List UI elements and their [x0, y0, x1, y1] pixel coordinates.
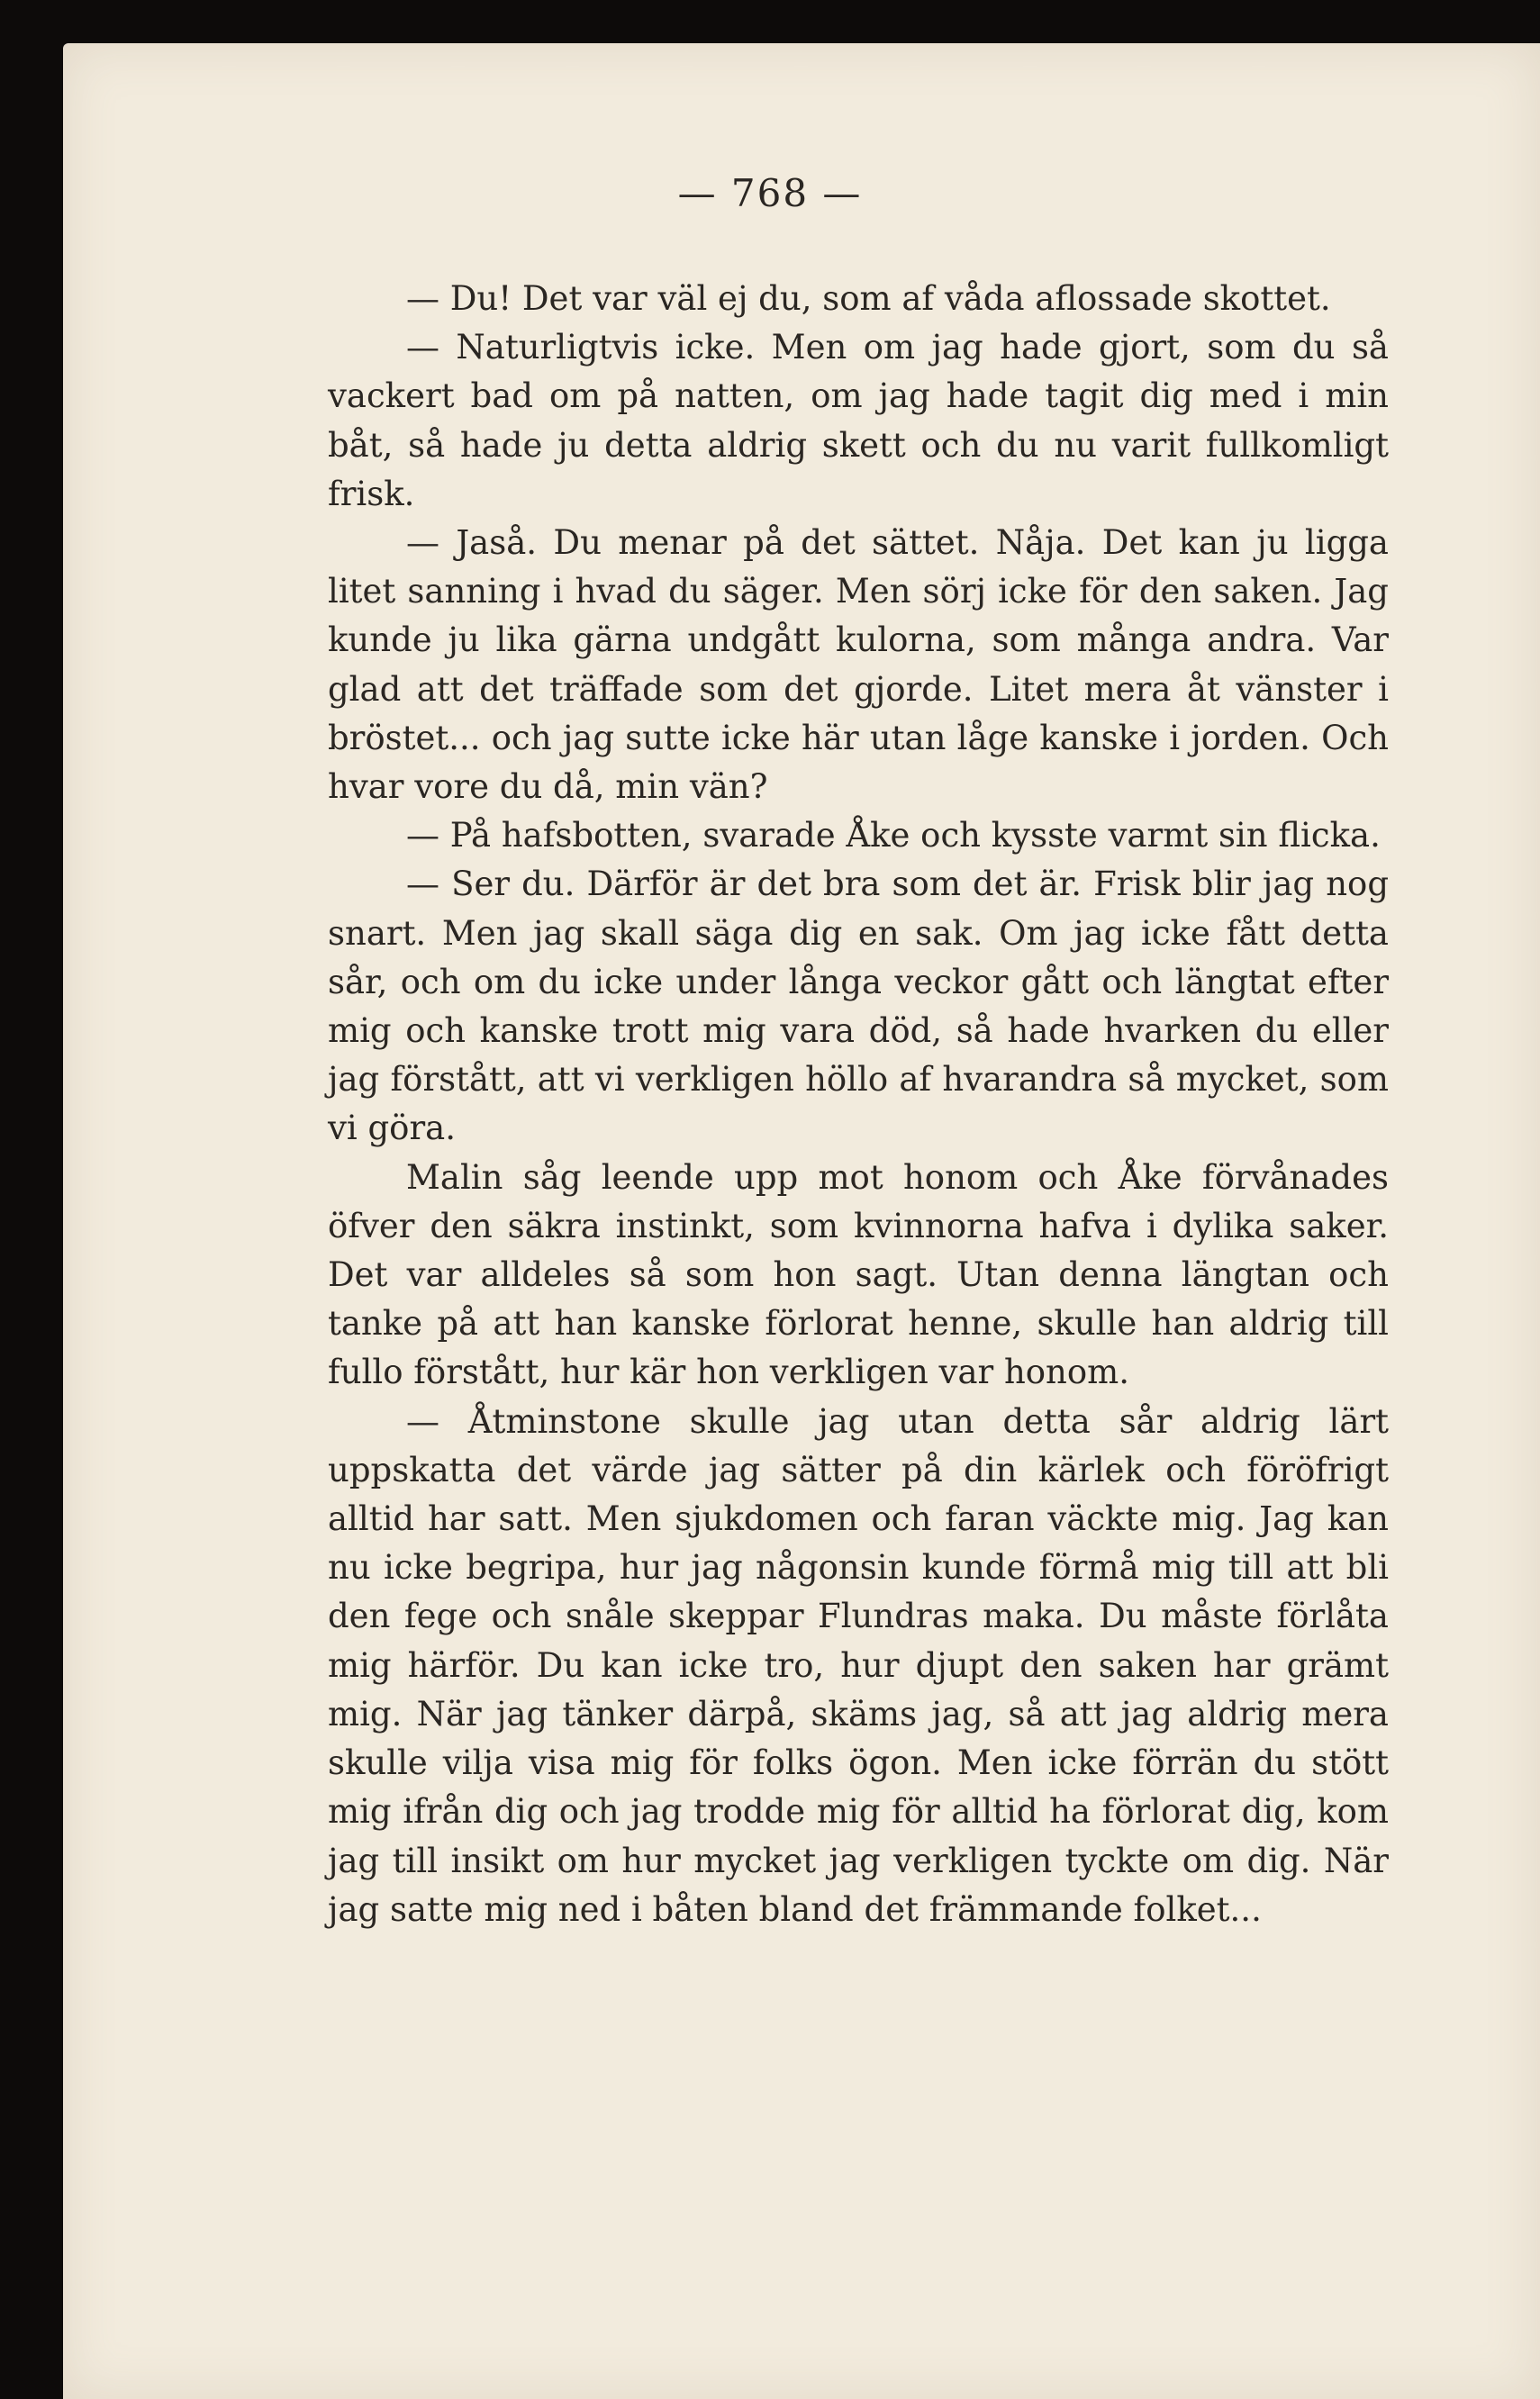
paragraph: — Jaså. Du menar på det sättet. Nåja. Det kan ju ligga litet sanning i hvad du säger. Men sörj icke för den saken. Jag kunde ju lika gärna undgått kulorna, som många andra. Var glad att det träffade som det gjorde. Litet mera åt vänster i bröstet... och jag sutte icke här utan låge kanske i jorden. Och hvar vore du då, min vän? — [328, 523, 1389, 807]
paragraph: — Naturligtvis icke. Men om jag hade gjort, som du så vackert bad om på natten, om jag hade tagit dig med i min båt, så hade ju detta aldrig skett och du nu varit fullkomligt frisk. — [328, 328, 1389, 513]
paragraph: — Åtminstone skulle jag utan detta sår aldrig lärt uppskatta det värde jag sätter på din kärlek och föröfrigt alltid har satt. Men sjukdomen och faran väckte mig. Jag kan nu icke begripa, hur jag någonsin kunde förmå mig till att bli den fege och snåle skeppar Flundras maka. Du måste förlåta mig härför. Du kan icke tro, hur djupt den saken har grämt mig. När jag tänker därpå, skäms jag, så att jag aldrig mera skulle vilja visa mig för folks ögon. Men icke förrän du stött mig ifrån dig och jag trodde mig för alltid ha förlorat dig, kom jag till insikt om hur mycket jag verkligen tyckte om dig. När jag satte mig ned i båten bland det främmande folket... — [328, 1401, 1389, 1929]
paragraph: — På hafsbotten, svarade Åke och kysste varmt sin flicka. — [406, 816, 1381, 855]
page-number: — 768 — — [677, 171, 863, 215]
paragraph: — Ser du. Därför är det bra som det är. Frisk blir jag nog snart. Men jag skall säga dig en sak. Om jag icke fått detta sår, och om du icke under långa veckor gått och längtat efter mig och kanske trott mig vara död, så hade hvarken du eller jag förstått, att vi verkligen höllo af hvarandra så mycket, som vi göra. — [328, 865, 1389, 1148]
paragraph: Malin såg leende upp mot honom och Åke förvånades öfver den säkra instinkt, som kvinnorna hafva i dylika saker. Det var alldeles så som hon sagt. Utan denna längtan och tanke på att han kanske förlorat henne, skulle han aldrig till fullo förstått, hur kär hon verkligen var honom. — [328, 1157, 1389, 1392]
paragraph: — Du! Det var väl ej du, som af våda aflossade skottet. — [406, 279, 1331, 318]
body-text — [328, 275, 1389, 1934]
